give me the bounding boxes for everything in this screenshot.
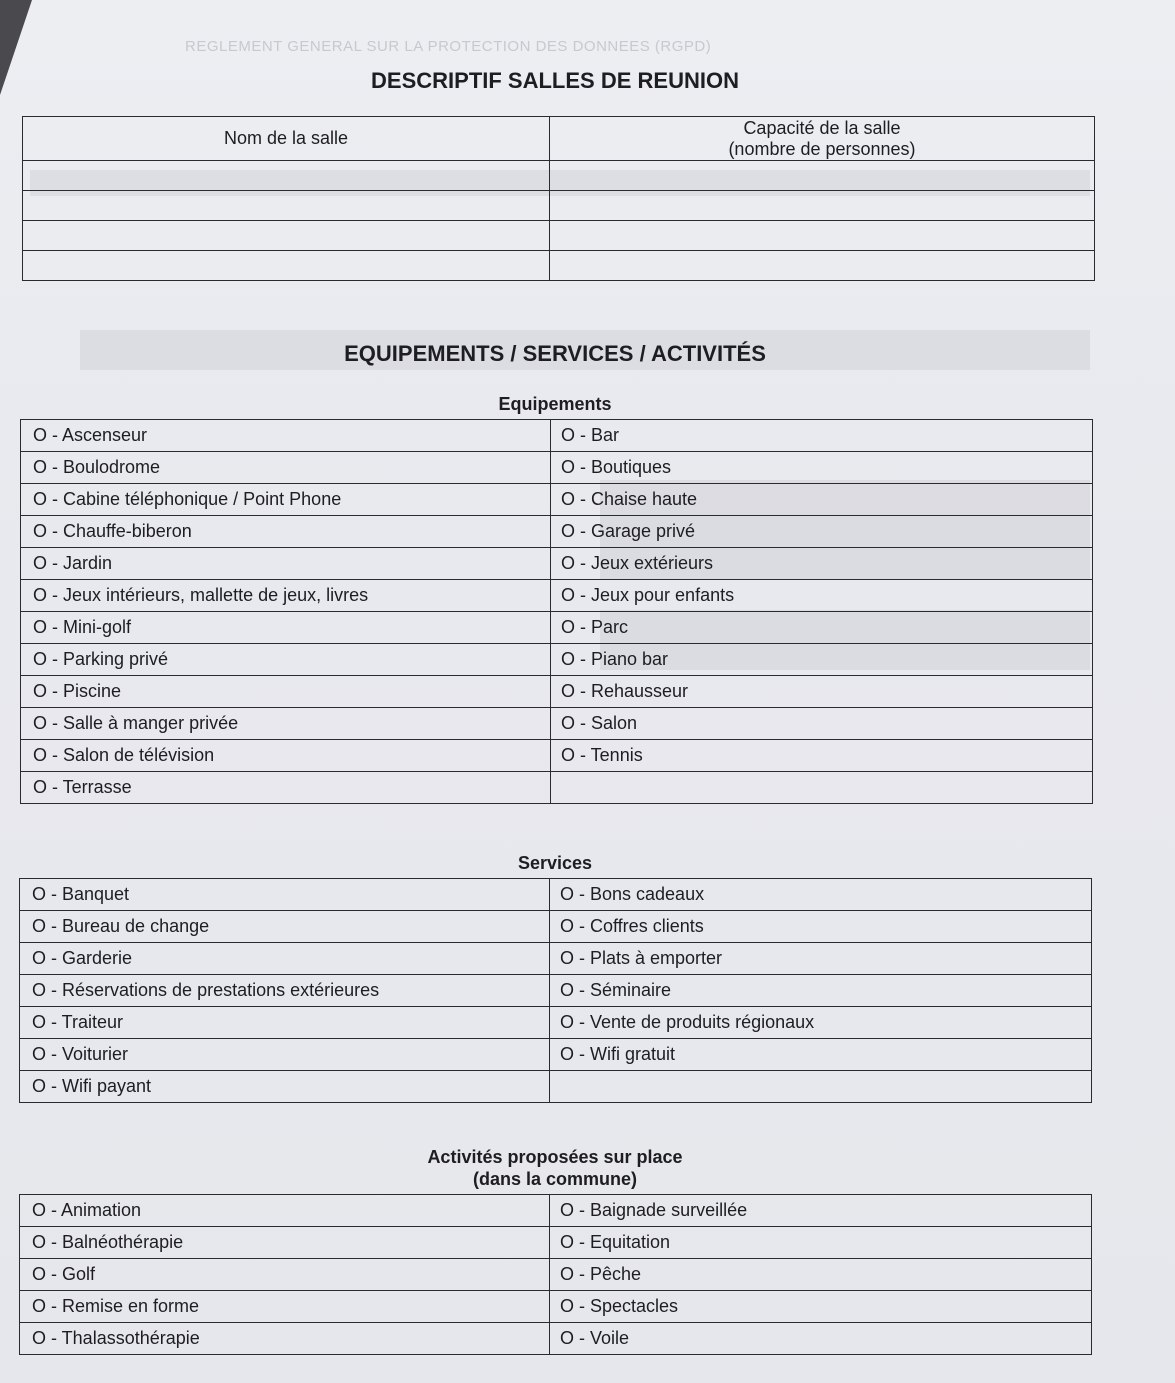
table-row xyxy=(20,879,1092,911)
option-item[interactable]: O - Bons cadeaux xyxy=(550,879,1092,911)
option-item[interactable]: O - Thalassothérapie xyxy=(20,1323,550,1355)
table-row xyxy=(23,191,1095,221)
option-item[interactable]: O - Voile xyxy=(550,1323,1092,1355)
table-row xyxy=(21,772,1093,804)
table-header-row xyxy=(23,117,1095,161)
option-item[interactable]: O - Golf xyxy=(20,1259,550,1291)
room-name-cell[interactable] xyxy=(23,161,550,191)
capacity-header-line2: (nombre de personnes) xyxy=(728,138,916,159)
option-item[interactable]: O - Traiteur xyxy=(20,1007,550,1039)
services-caption: Services xyxy=(517,853,593,873)
option-item[interactable]: O - Boulodrome xyxy=(21,452,551,484)
option-item[interactable]: O - Piscine xyxy=(21,676,551,708)
table-row xyxy=(21,676,1093,708)
option-item[interactable]: O - Vente de produits régionaux xyxy=(550,1007,1092,1039)
activites-caption-line1: Activités proposées sur place xyxy=(427,1147,683,1167)
room-name-cell[interactable] xyxy=(23,191,550,221)
option-item[interactable]: O - Réservations de prestations extérieures xyxy=(20,975,550,1007)
room-capacity-cell[interactable] xyxy=(550,161,1095,191)
option-item[interactable]: O - Balnéothérapie xyxy=(20,1227,550,1259)
room-name-cell[interactable] xyxy=(23,251,550,281)
option-item[interactable]: O - Pêche xyxy=(550,1259,1092,1291)
option-item[interactable]: O - Wifi payant xyxy=(20,1071,550,1103)
room-name-header: Nom de la salle xyxy=(23,117,550,161)
room-capacity-cell[interactable] xyxy=(550,221,1095,251)
option-item[interactable]: O - Voiturier xyxy=(20,1039,550,1071)
table-row xyxy=(20,1195,1092,1227)
table-row xyxy=(21,644,1093,676)
option-item[interactable]: O - Animation xyxy=(20,1195,550,1227)
room-name-cell[interactable] xyxy=(23,221,550,251)
table-row xyxy=(21,484,1093,516)
option-item[interactable]: O - Garage privé xyxy=(551,516,1093,548)
table-row xyxy=(20,1227,1092,1259)
option-item[interactable]: O - Jeux intérieurs, mallette de jeux, livres xyxy=(21,580,551,612)
option-item[interactable]: O - Bureau de change xyxy=(20,911,550,943)
show-through-text: REGLEMENT GENERAL SUR LA PROTECTION DES DONNEES (RGPD) xyxy=(185,38,712,55)
table-row xyxy=(20,975,1092,1007)
table-row xyxy=(21,420,1093,452)
services-table xyxy=(19,878,1092,1103)
rooms-title: DESCRIPTIF SALLES DE REUNION xyxy=(371,68,739,93)
table-row xyxy=(21,708,1093,740)
table-row xyxy=(21,740,1093,772)
activites-caption xyxy=(0,1146,1110,1190)
option-item[interactable]: O - Plats à emporter xyxy=(550,943,1092,975)
option-item[interactable]: O - Parc xyxy=(551,612,1093,644)
option-item[interactable]: O - Salle à manger privée xyxy=(21,708,551,740)
table-row xyxy=(20,1259,1092,1291)
option-item[interactable] xyxy=(551,772,1093,804)
equipment-title: EQUIPEMENTS / SERVICES / ACTIVITÉS xyxy=(344,341,766,366)
option-item[interactable]: O - Jeux extérieurs xyxy=(551,548,1093,580)
activites-caption-line2: (dans la commune) xyxy=(472,1169,638,1189)
table-row xyxy=(20,1323,1092,1355)
option-item[interactable]: O - Garderie xyxy=(20,943,550,975)
option-item[interactable]: O - Baignade surveillée xyxy=(550,1195,1092,1227)
option-item[interactable]: O - Bar xyxy=(551,420,1093,452)
table-row xyxy=(21,516,1093,548)
option-item[interactable]: O - Boutiques xyxy=(551,452,1093,484)
table-row xyxy=(20,1007,1092,1039)
option-item[interactable]: O - Mini-golf xyxy=(21,612,551,644)
option-item[interactable]: O - Remise en forme xyxy=(20,1291,550,1323)
table-row xyxy=(21,548,1093,580)
option-item[interactable]: O - Jeux pour enfants xyxy=(551,580,1093,612)
table-row xyxy=(20,1291,1092,1323)
option-item[interactable]: O - Tennis xyxy=(551,740,1093,772)
option-item[interactable]: O - Parking privé xyxy=(21,644,551,676)
room-capacity-header xyxy=(550,117,1095,161)
table-row xyxy=(20,1039,1092,1071)
option-item[interactable]: O - Salon de télévision xyxy=(21,740,551,772)
option-item[interactable]: O - Coffres clients xyxy=(550,911,1092,943)
option-item[interactable]: O - Rehausseur xyxy=(551,676,1093,708)
room-capacity-cell[interactable] xyxy=(550,191,1095,221)
option-item[interactable]: O - Chauffe-biberon xyxy=(21,516,551,548)
table-row xyxy=(21,612,1093,644)
table-row xyxy=(23,221,1095,251)
option-item[interactable]: O - Equitation xyxy=(550,1227,1092,1259)
room-capacity-cell[interactable] xyxy=(550,251,1095,281)
table-row xyxy=(21,580,1093,612)
option-item[interactable]: O - Terrasse xyxy=(21,772,551,804)
option-item[interactable]: O - Wifi gratuit xyxy=(550,1039,1092,1071)
equipements-table xyxy=(20,419,1093,804)
option-item[interactable]: O - Salon xyxy=(551,708,1093,740)
activites-table xyxy=(19,1194,1092,1355)
option-item[interactable]: O - Spectacles xyxy=(550,1291,1092,1323)
table-row xyxy=(20,911,1092,943)
option-item[interactable]: O - Cabine téléphonique / Point Phone xyxy=(21,484,551,516)
option-item[interactable] xyxy=(550,1071,1092,1103)
table-row xyxy=(23,251,1095,281)
option-item[interactable]: O - Ascenseur xyxy=(21,420,551,452)
option-item[interactable]: O - Banquet xyxy=(20,879,550,911)
option-item[interactable]: O - Chaise haute xyxy=(551,484,1093,516)
table-row xyxy=(21,452,1093,484)
capacity-header-line1: Capacité de la salle xyxy=(743,117,901,138)
table-row xyxy=(20,943,1092,975)
option-item[interactable]: O - Jardin xyxy=(21,548,551,580)
equipements-caption: Equipements xyxy=(498,394,612,414)
table-row xyxy=(20,1071,1092,1103)
rooms-table xyxy=(22,116,1095,281)
option-item[interactable]: O - Piano bar xyxy=(551,644,1093,676)
option-item[interactable]: O - Séminaire xyxy=(550,975,1092,1007)
table-row xyxy=(23,161,1095,191)
